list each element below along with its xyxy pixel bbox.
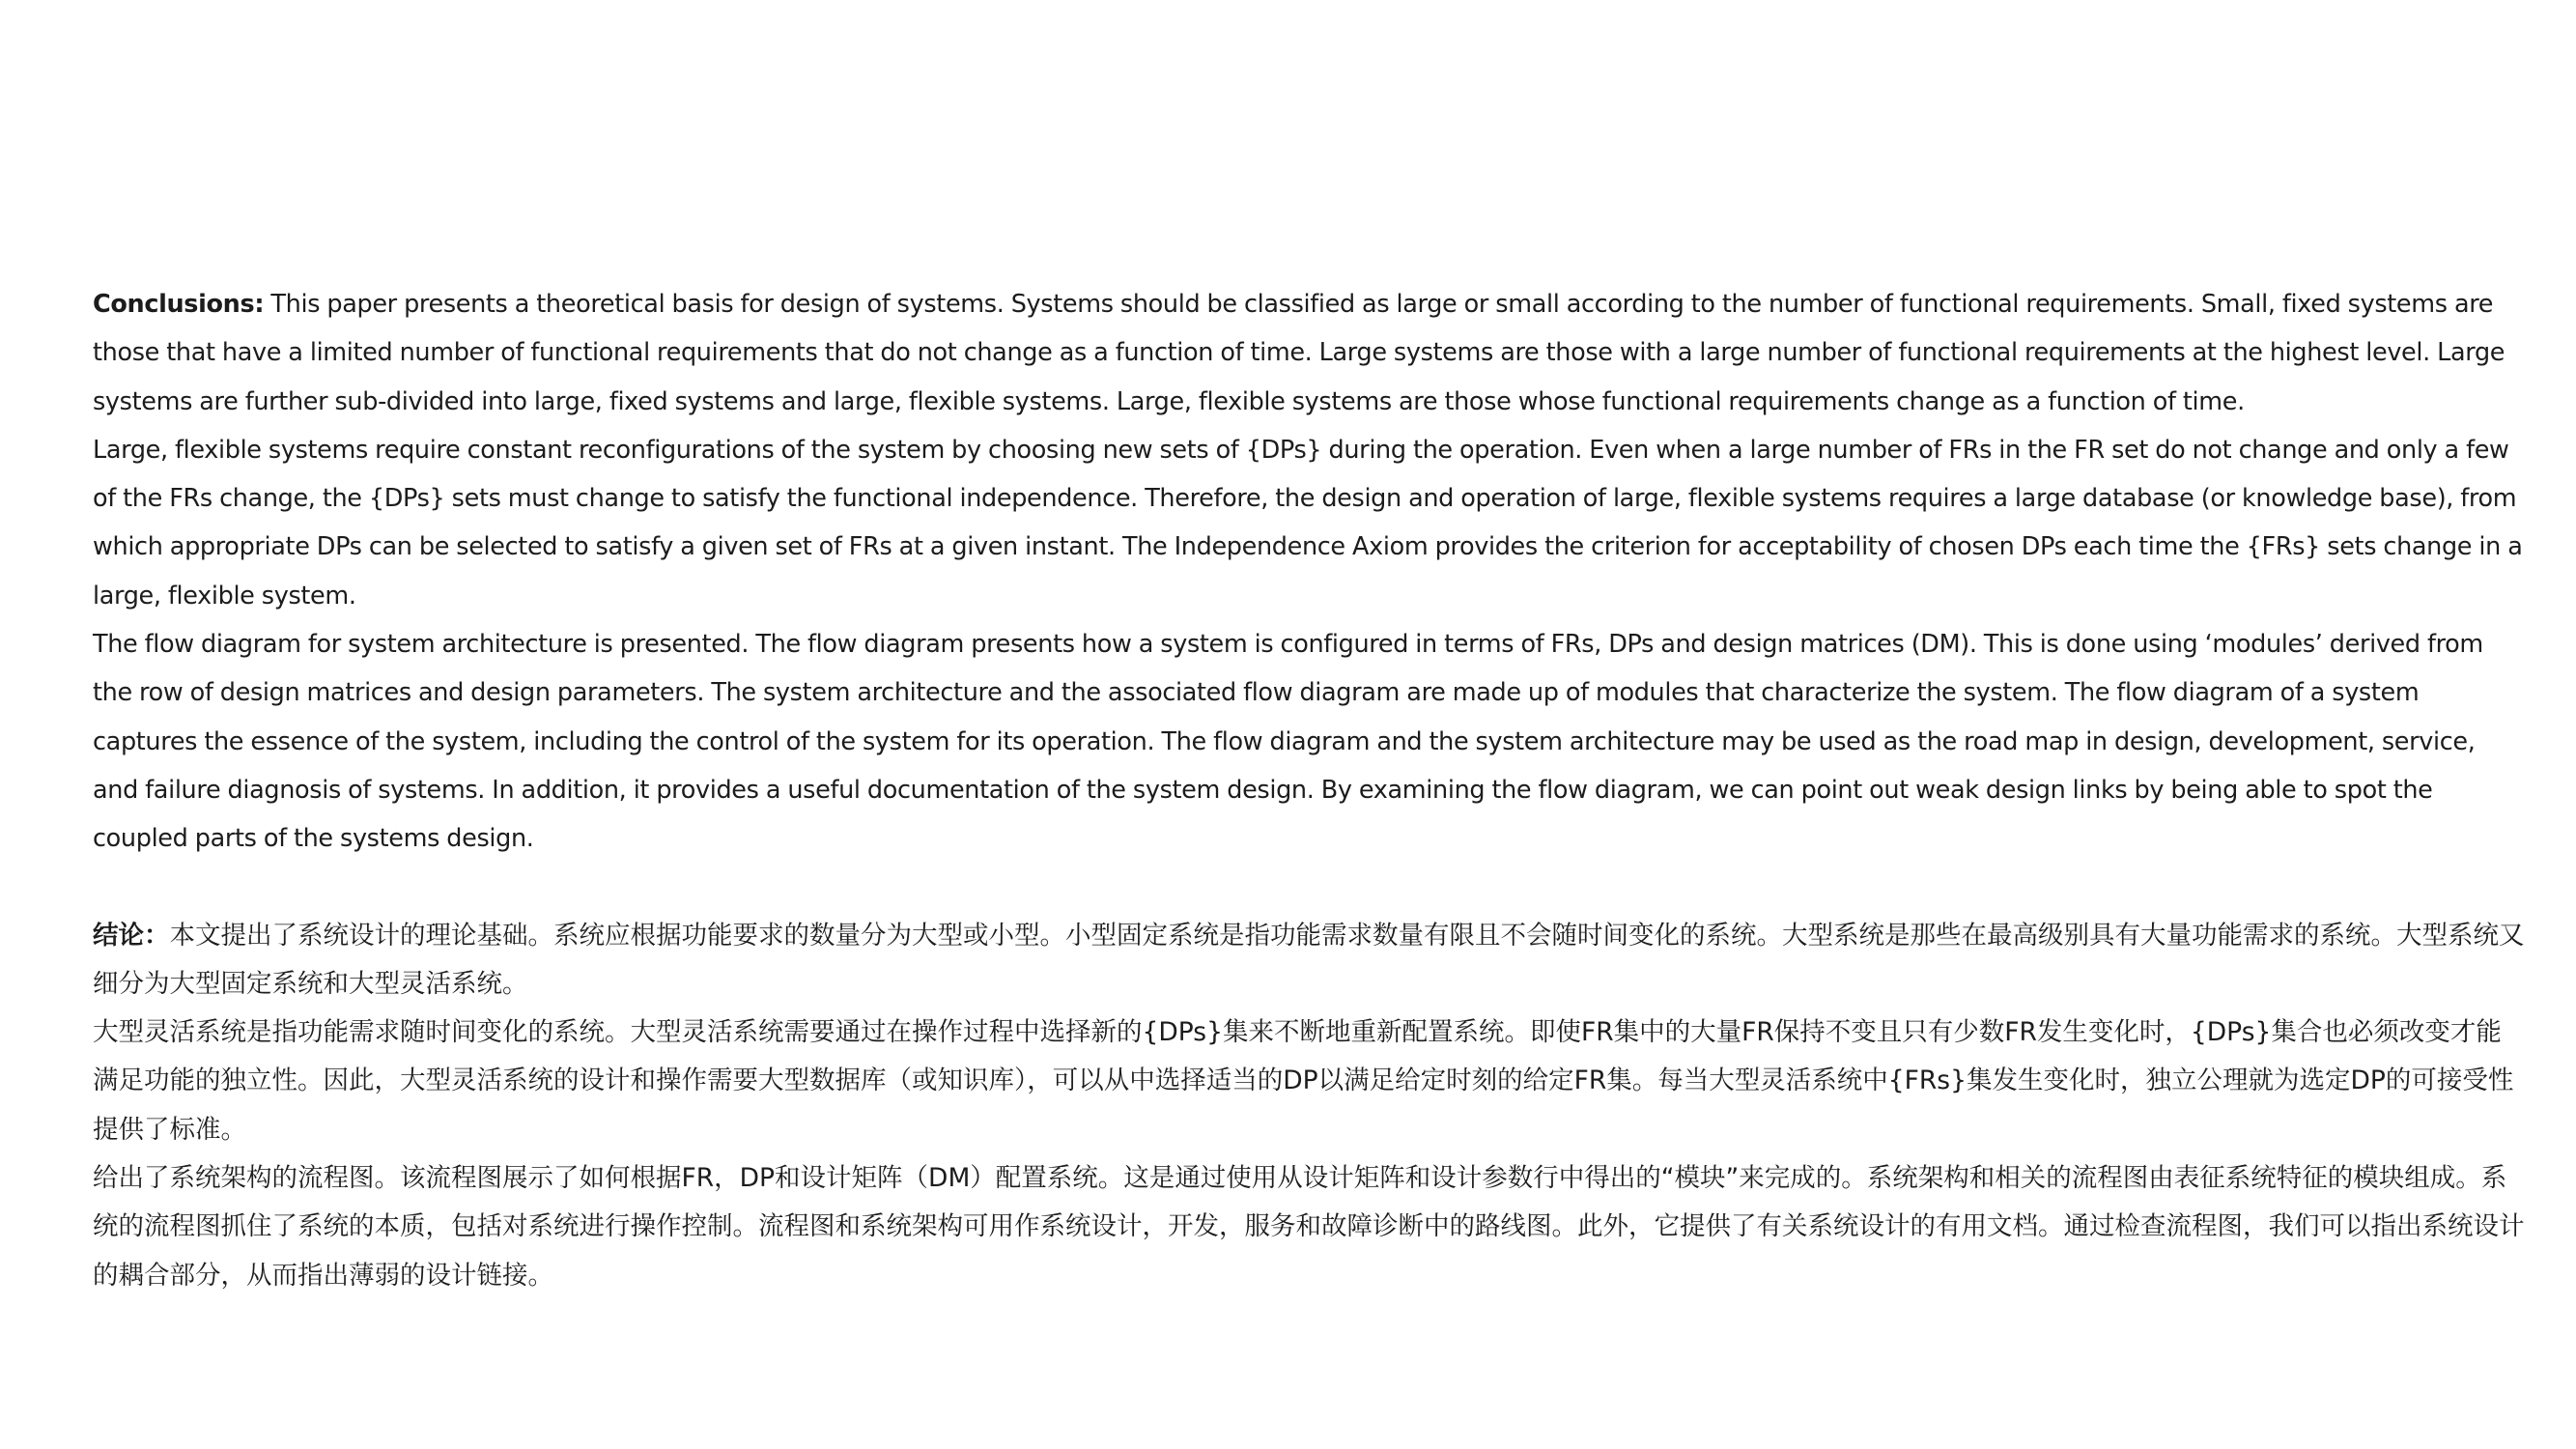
english-paragraph-3: The flow diagram for system architecture is presented. The flow diagram presents how a system is configured in terms of FRs, DPs and design matrices (DM). This is done using ‘modules’ derived from the row of design matrices and design parameters. The system architecture and the associated flow diagram are made up of modules that characterize the system. The flow diagram of a system captures the essence of the system, including the control of the system for its operation. The flow diagram and the system architecture may be used as the road map in design, development, service, and failure diagnosis of systems. In addition, it provides a useful documentation of the system design. By examining the flow diagram, we can point out weak design links by being able to spot the coupled parts of the systems design.: [93, 630, 2483, 854]
document-page: [93, 280, 2527, 1300]
english-paragraph-1: [93, 280, 2527, 426]
chinese-paragraph-3: 给出了系统架构的流程图。该流程图展示了如何根据FR，DP和设计矩阵（DM）配置系统。这是通过使用从设计矩阵和设计参数行中得出的“模块”来完成的。系统架构和相关的流程图由表征系统特征的模块组成。系统的流程图抓住了系统的本质，包括对系统进行操作控制。流程图和系统架构可用作系统设计，开发，服务和故障诊断中的路线图。此外，它提供了有关系统设计的有用文档。通过检查流程图，我们可以指出系统设计的耦合部分，从而指出薄弱的设计链接。: [93, 1163, 2525, 1291]
chinese-paragraph-1-text: 本文提出了系统设计的理论基础。系统应根据功能要求的数量分为大型或小型。小型固定系统是指功能需求数量有限且不会随时间变化的系统。大型系统是那些在最高级别具有大量功能需求的系统。大型系统又细分为大型固定系统和大型灵活系统。: [93, 920, 2525, 999]
chinese-conclusions-section: [93, 912, 2527, 1300]
english-conclusions-section: [93, 280, 2527, 864]
english-paragraph-2: Large, flexible systems require constant reconfigurations of the system by choosing new sets of {DPs} during the operation. Even when a large number of FRs in the FR set do not change and only a few of the FRs change, the {DPs} sets must change to satisfy the functional independence. Therefore, the design and operation of large, flexible systems requires a large database (or knowledge base), from which appropriate DPs can be selected to satisfy a given set of FRs at a given instant. The Independence Axiom provides the criterion for acceptability of chosen DPs each time the {FRs} sets change in a large, flexible system.: [93, 435, 2523, 611]
english-conclusions-label: Conclusions:: [93, 290, 265, 319]
english-paragraph-1-text: This paper presents a theoretical basis for design of systems. Systems should be classified as large or small according to the number of functional requirements. Small, fixed systems are those that have a limited number of functional requirements that do not change as a function of time. Large systems are those with a large number of functional requirements at the highest level. Large systems are further sub-divided into large, fixed systems and large, flexible systems. Large, flexible systems are those whose functional requirements change as a function of time.: [93, 290, 2505, 416]
chinese-paragraph-1: [93, 912, 2527, 1009]
chinese-conclusions-label: 结论：: [93, 920, 170, 951]
chinese-paragraph-2: 大型灵活系统是指功能需求随时间变化的系统。大型灵活系统需要通过在操作过程中选择新的{DPs}集来不断地重新配置系统。即使FR集中的大量FR保持不变且只有少数FR发生变化时，{DPs}集合也必须改变才能满足功能的独立性。因此，大型灵活系统的设计和操作需要大型数据库（或知识库），可以从中选择适当的DP以满足给定时刻的给定FR集。每当大型灵活系统中{FRs}集发生变化时，独立公理就为选定DP的可接受性提供了标准。: [93, 1017, 2514, 1145]
